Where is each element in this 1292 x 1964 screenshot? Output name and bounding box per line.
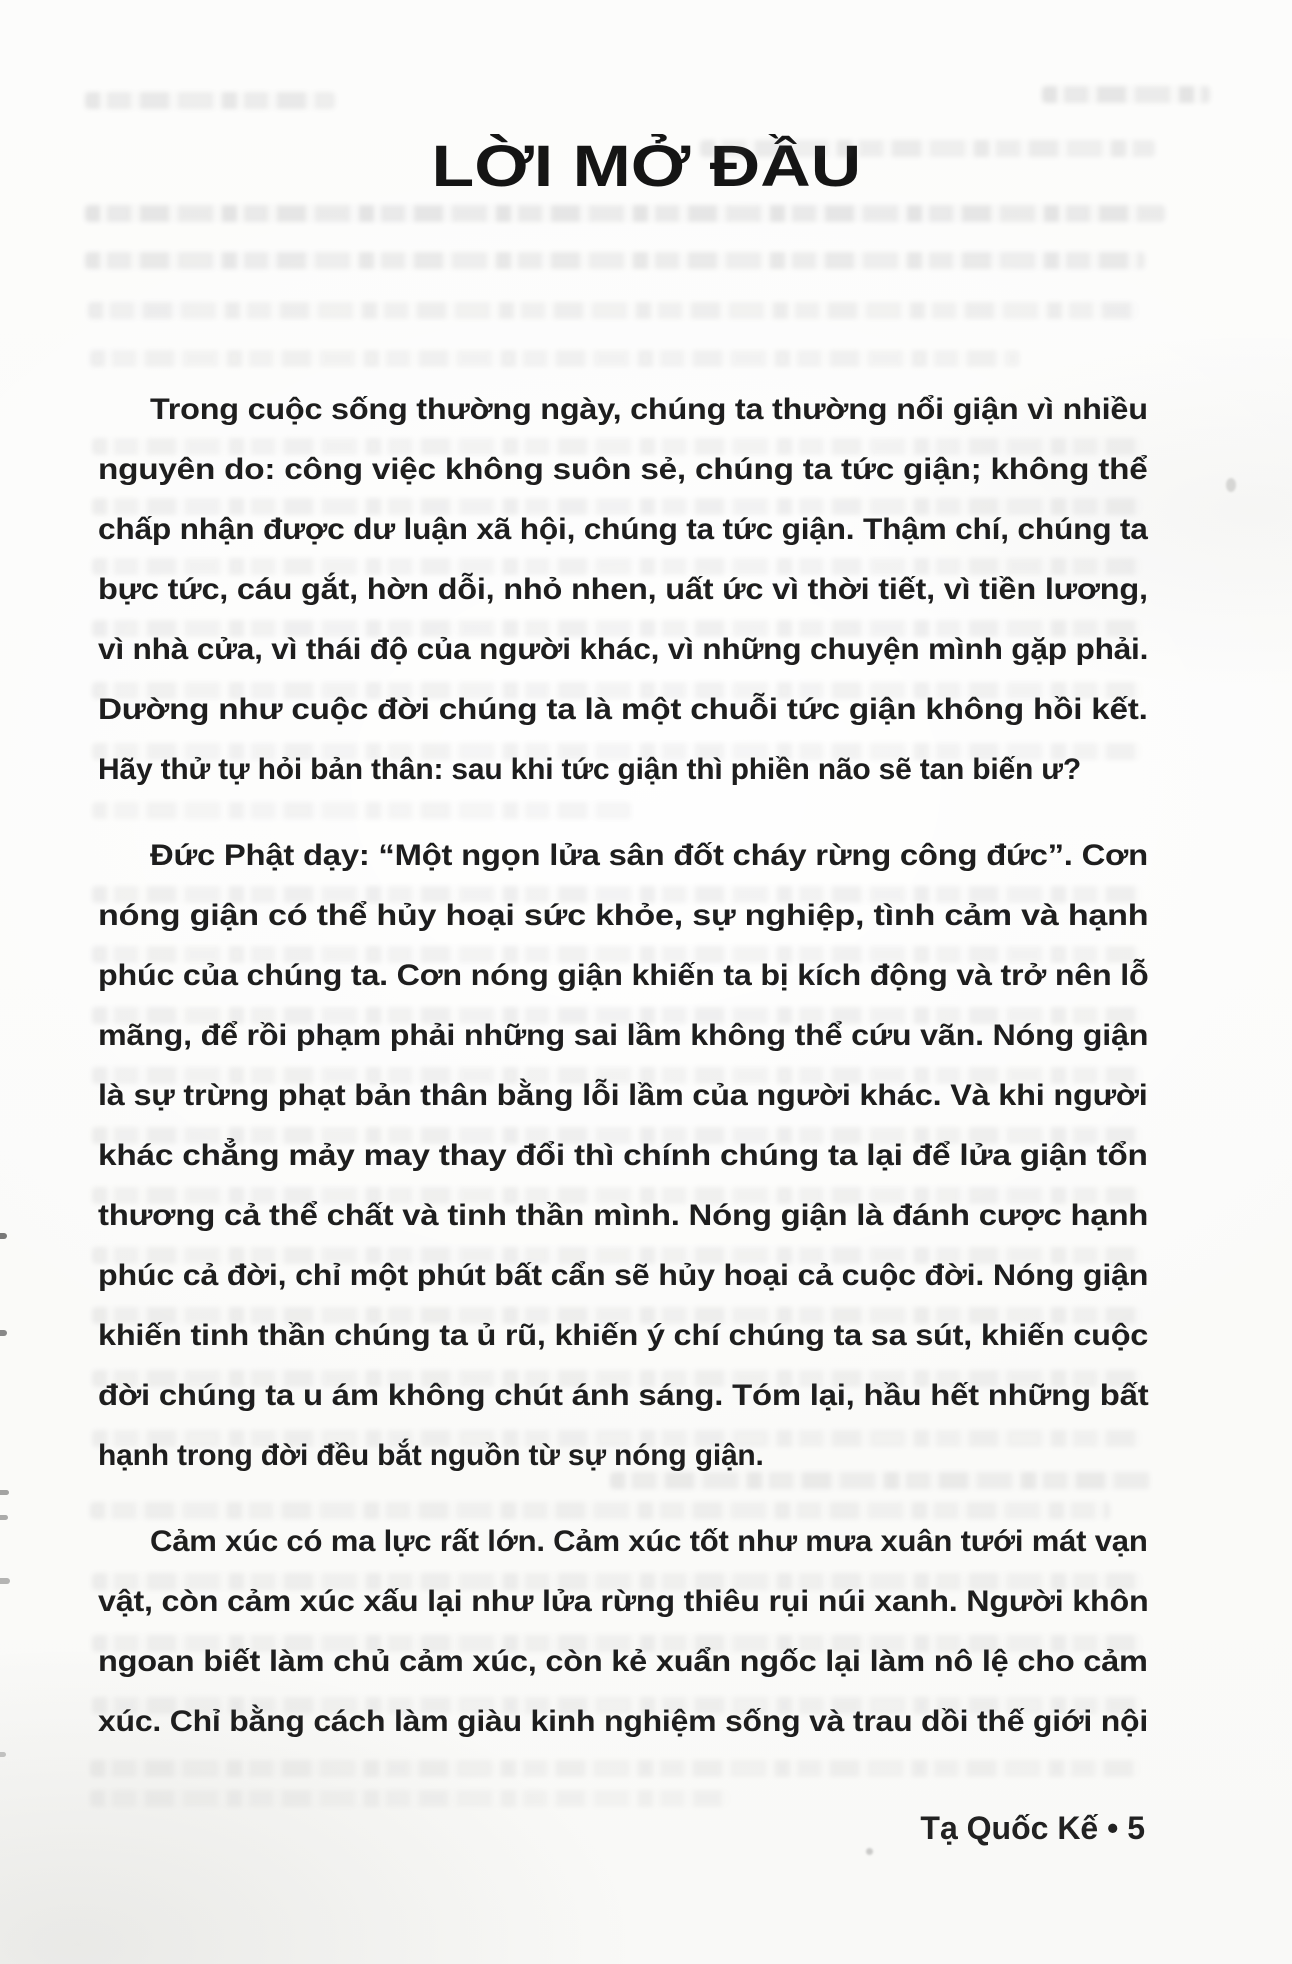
- bleed-through-text: [92, 1247, 1142, 1264]
- bleed-through-text: [92, 1307, 1142, 1324]
- bleed-through-text: [90, 350, 1020, 367]
- text-line: xúc. Chỉ bằng cách làm giàu kinh nghiệm sống và trau dồi thế giới nội: [98, 1705, 1148, 1738]
- bleed-through-text: [85, 92, 335, 109]
- bleed-through-text: [92, 1430, 1142, 1447]
- text-line: khác chẳng mảy may thay đổi thì chính chúng ta lại để lửa giận tổn: [98, 1139, 1148, 1172]
- bleed-through-text: [92, 1370, 1142, 1387]
- bleed-through-text: [85, 252, 1145, 269]
- text-line: chấp nhận được dư luận xã hội, chúng ta tức giận. Thậm chí, chúng ta: [98, 513, 1148, 546]
- bleed-through-text: [92, 743, 1142, 760]
- bleed-through-text: [1042, 86, 1210, 103]
- paragraph: [98, 826, 1148, 1486]
- text-line: Hãy thử tự hỏi bản thân: sau khi tức giận thì phiền não sẽ tan biến ư?: [98, 753, 1081, 786]
- binding-edge-mark: [0, 1330, 7, 1336]
- scan-speck: [1226, 478, 1236, 492]
- bleed-through-text: [88, 302, 1138, 319]
- text-line: vì nhà cửa, vì thái độ của người khác, vì những chuyện mình gặp phải.: [98, 633, 1149, 666]
- bleed-through-text: [92, 802, 632, 819]
- text-line: nguyên do: công việc không suôn sẻ, chúng ta tức giận; không thể: [98, 453, 1148, 486]
- page-footer: [920, 1806, 1145, 1850]
- page-title-text: LỜI MỞ ĐẦU: [431, 133, 861, 199]
- text-line: Cảm xúc có ma lực rất lớn. Cảm xúc tốt như mưa xuân tưới mát vạn: [150, 1525, 1148, 1558]
- bleed-through-text: [90, 1760, 1140, 1777]
- paragraph: [98, 1512, 1148, 1752]
- bleed-through-text: [92, 620, 1142, 637]
- binding-edge-mark: [0, 1752, 6, 1757]
- text-line: Dường như cuộc đời chúng ta là một chuỗi tức giận không hồi kết.: [98, 693, 1148, 726]
- bleed-through-text: [92, 886, 1142, 903]
- bleed-through-text: [92, 498, 1142, 515]
- bleed-through-text: [92, 1007, 1142, 1024]
- bleed-through-text: [92, 1573, 1142, 1590]
- text-line: là sự trừng phạt bản thân bằng lỗi lầm của người khác. Và khi người: [98, 1079, 1148, 1112]
- text-line: Đức Phật dạy: “Một ngọn lửa sân đốt cháy rừng công đức”. Cơn: [150, 839, 1148, 872]
- text-line: hạnh trong đời đều bắt nguồn từ sự nóng giận.: [98, 1439, 764, 1472]
- text-line: phúc cả đời, chỉ một phút bất cẩn sẽ hủy hoại cả cuộc đời. Nóng giận: [98, 1259, 1149, 1292]
- text-line: vật, còn cảm xúc xấu lại như lửa rừng thiêu rụi núi xanh. Người khôn: [98, 1585, 1149, 1618]
- bleed-through-text: [92, 1127, 1142, 1144]
- bleed-through-text: [700, 140, 1155, 157]
- text-line: thương cả thể chất và tinh thần mình. Nóng giận là đánh cược hạnh: [98, 1199, 1149, 1232]
- text-line: phúc của chúng ta. Cơn nóng giận khiến ta bị kích động và trở nên lỗ: [98, 959, 1149, 992]
- bleed-through-text: [92, 946, 1142, 963]
- bleed-through-text: [85, 205, 1165, 222]
- binding-edge-mark: [0, 1515, 8, 1520]
- bleed-through-text: [92, 1067, 1142, 1084]
- bleed-through-text: [92, 558, 1142, 575]
- text-line: Trong cuộc sống thường ngày, chúng ta thường nổi giận vì nhiều: [150, 393, 1148, 426]
- text-line: bực tức, cáu gắt, hờn dỗi, nhỏ nhen, uất ức vì thời tiết, vì tiền lương,: [98, 573, 1148, 606]
- bleed-through-text: [90, 1790, 730, 1807]
- bleed-through-text: [610, 1472, 1150, 1489]
- footer-author-page: Tạ Quốc Kế • 5: [920, 1810, 1145, 1846]
- binding-edge-mark: [0, 1578, 10, 1584]
- text-line: đời chúng ta u ám không chút ánh sáng. Tóm lại, hầu hết những bất: [98, 1379, 1149, 1412]
- text-line: mãng, để rồi phạm phải những sai lầm không thể cứu vãn. Nóng giận: [98, 1019, 1149, 1052]
- text-line: nóng giận có thể hủy hoại sức khỏe, sự nghiệp, tình cảm và hạnh: [98, 899, 1149, 932]
- binding-edge-mark: [0, 1233, 7, 1239]
- bleed-through-text: [92, 1697, 1142, 1714]
- bleed-through-text: [92, 682, 1142, 699]
- bleed-through-text: [90, 1502, 1110, 1519]
- page-title: [0, 123, 1292, 211]
- bleed-through-text: [92, 1635, 1142, 1652]
- binding-edge-mark: [0, 1490, 9, 1495]
- text-line: ngoan biết làm chủ cảm xúc, còn kẻ xuẩn ngốc lại làm nô lệ cho cảm: [98, 1645, 1148, 1678]
- text-line: khiến tinh thần chúng ta ủ rũ, khiến ý chí chúng ta sa sút, khiến cuộc: [98, 1319, 1149, 1352]
- bleed-through-text: [92, 438, 1142, 455]
- bleed-through-text: [92, 1187, 1142, 1204]
- scan-speck: [866, 1848, 873, 1855]
